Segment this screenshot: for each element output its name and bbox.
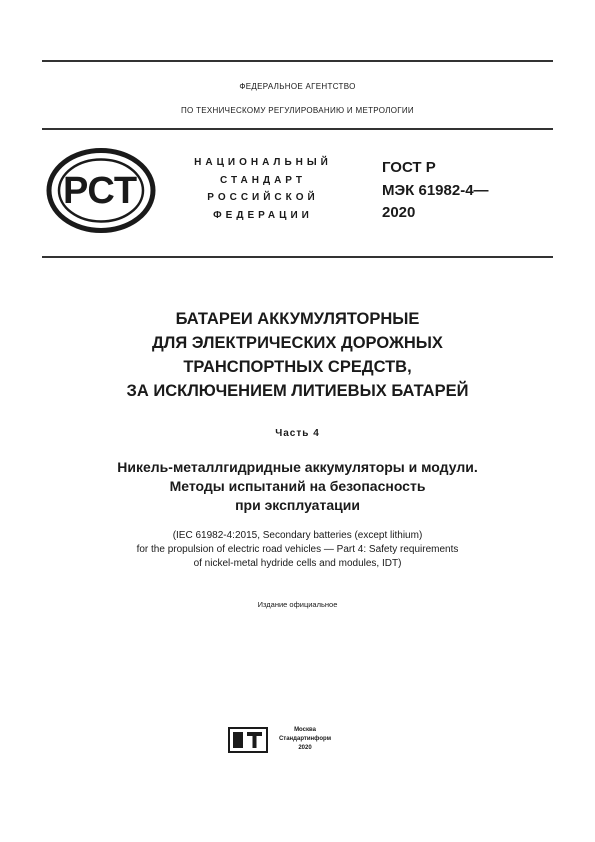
standartinform-logo-icon (228, 727, 268, 753)
natstd-line-4: ФЕДЕРАЦИИ (213, 209, 313, 221)
designation-line-1: ГОСТ Р (382, 159, 436, 176)
iec-line-2: for the propulsion of electric road vehicles — Part 4: Safety requirements (136, 544, 459, 555)
subtitle-line-3: при эксплуатации (235, 497, 360, 513)
title-line-3: ТРАНСПОРТНЫХ СРЕДСТВ, (183, 358, 412, 376)
title-line-2: ДЛЯ ЭЛЕКТРИЧЕСКИХ ДОРОЖНЫХ (152, 334, 443, 352)
title-rule (42, 256, 553, 258)
emblem-text: РСТ (62, 170, 138, 212)
part-number: Часть 4 (275, 428, 320, 439)
publisher-imprint (274, 726, 336, 753)
natstd-line-1: НАЦИОНАЛЬНЫЙ (194, 157, 332, 168)
publisher-city: Москва (294, 727, 316, 733)
designation-line-2: МЭК 61982-4— (382, 181, 489, 199)
agency-line-1: ФЕДЕРАЛЬНОЕ АГЕНТСТВО (239, 82, 356, 91)
natstd-line-2: СТАНДАРТ (220, 174, 306, 186)
standard-designation (382, 157, 489, 225)
subtitle-line-2: Методы испытаний на безопасность (169, 478, 426, 494)
top-rule (42, 60, 553, 62)
designation-line-3: 2020 (382, 204, 416, 221)
subtitle-line-1: Никель-металлгидридные аккумуляторы и модули. (117, 459, 478, 475)
document-subtitle (42, 458, 553, 515)
official-edition-label: Издание официальное (257, 600, 338, 609)
publisher-year: 2020 (298, 745, 312, 751)
national-standard-label (178, 154, 348, 224)
title-line-4: ЗА ИСКЛЮЧЕНИЕМ ЛИТИЕВЫХ БАТАРЕЙ (126, 382, 469, 400)
iec-line-1: (IEC 61982-4:2015, Secondary batteries (except lithium) (172, 530, 423, 541)
natstd-line-3: РОССИЙСКОЙ (207, 192, 319, 203)
publisher-name: Стандартинформ (278, 736, 332, 742)
iec-line-3: of nickel-metal hydride cells and modules, IDT) (193, 558, 402, 569)
header-rule (42, 128, 553, 130)
gost-r-emblem-icon (46, 148, 156, 233)
iec-reference (42, 529, 553, 571)
agency-line-2: ПО ТЕХНИЧЕСКОМУ РЕГУЛИРОВАНИЮ И МЕТРОЛОГИИ (181, 106, 414, 115)
title-line-1: БАТАРЕИ АККУМУЛЯТОРНЫЕ (175, 310, 420, 328)
document-title (42, 307, 553, 403)
